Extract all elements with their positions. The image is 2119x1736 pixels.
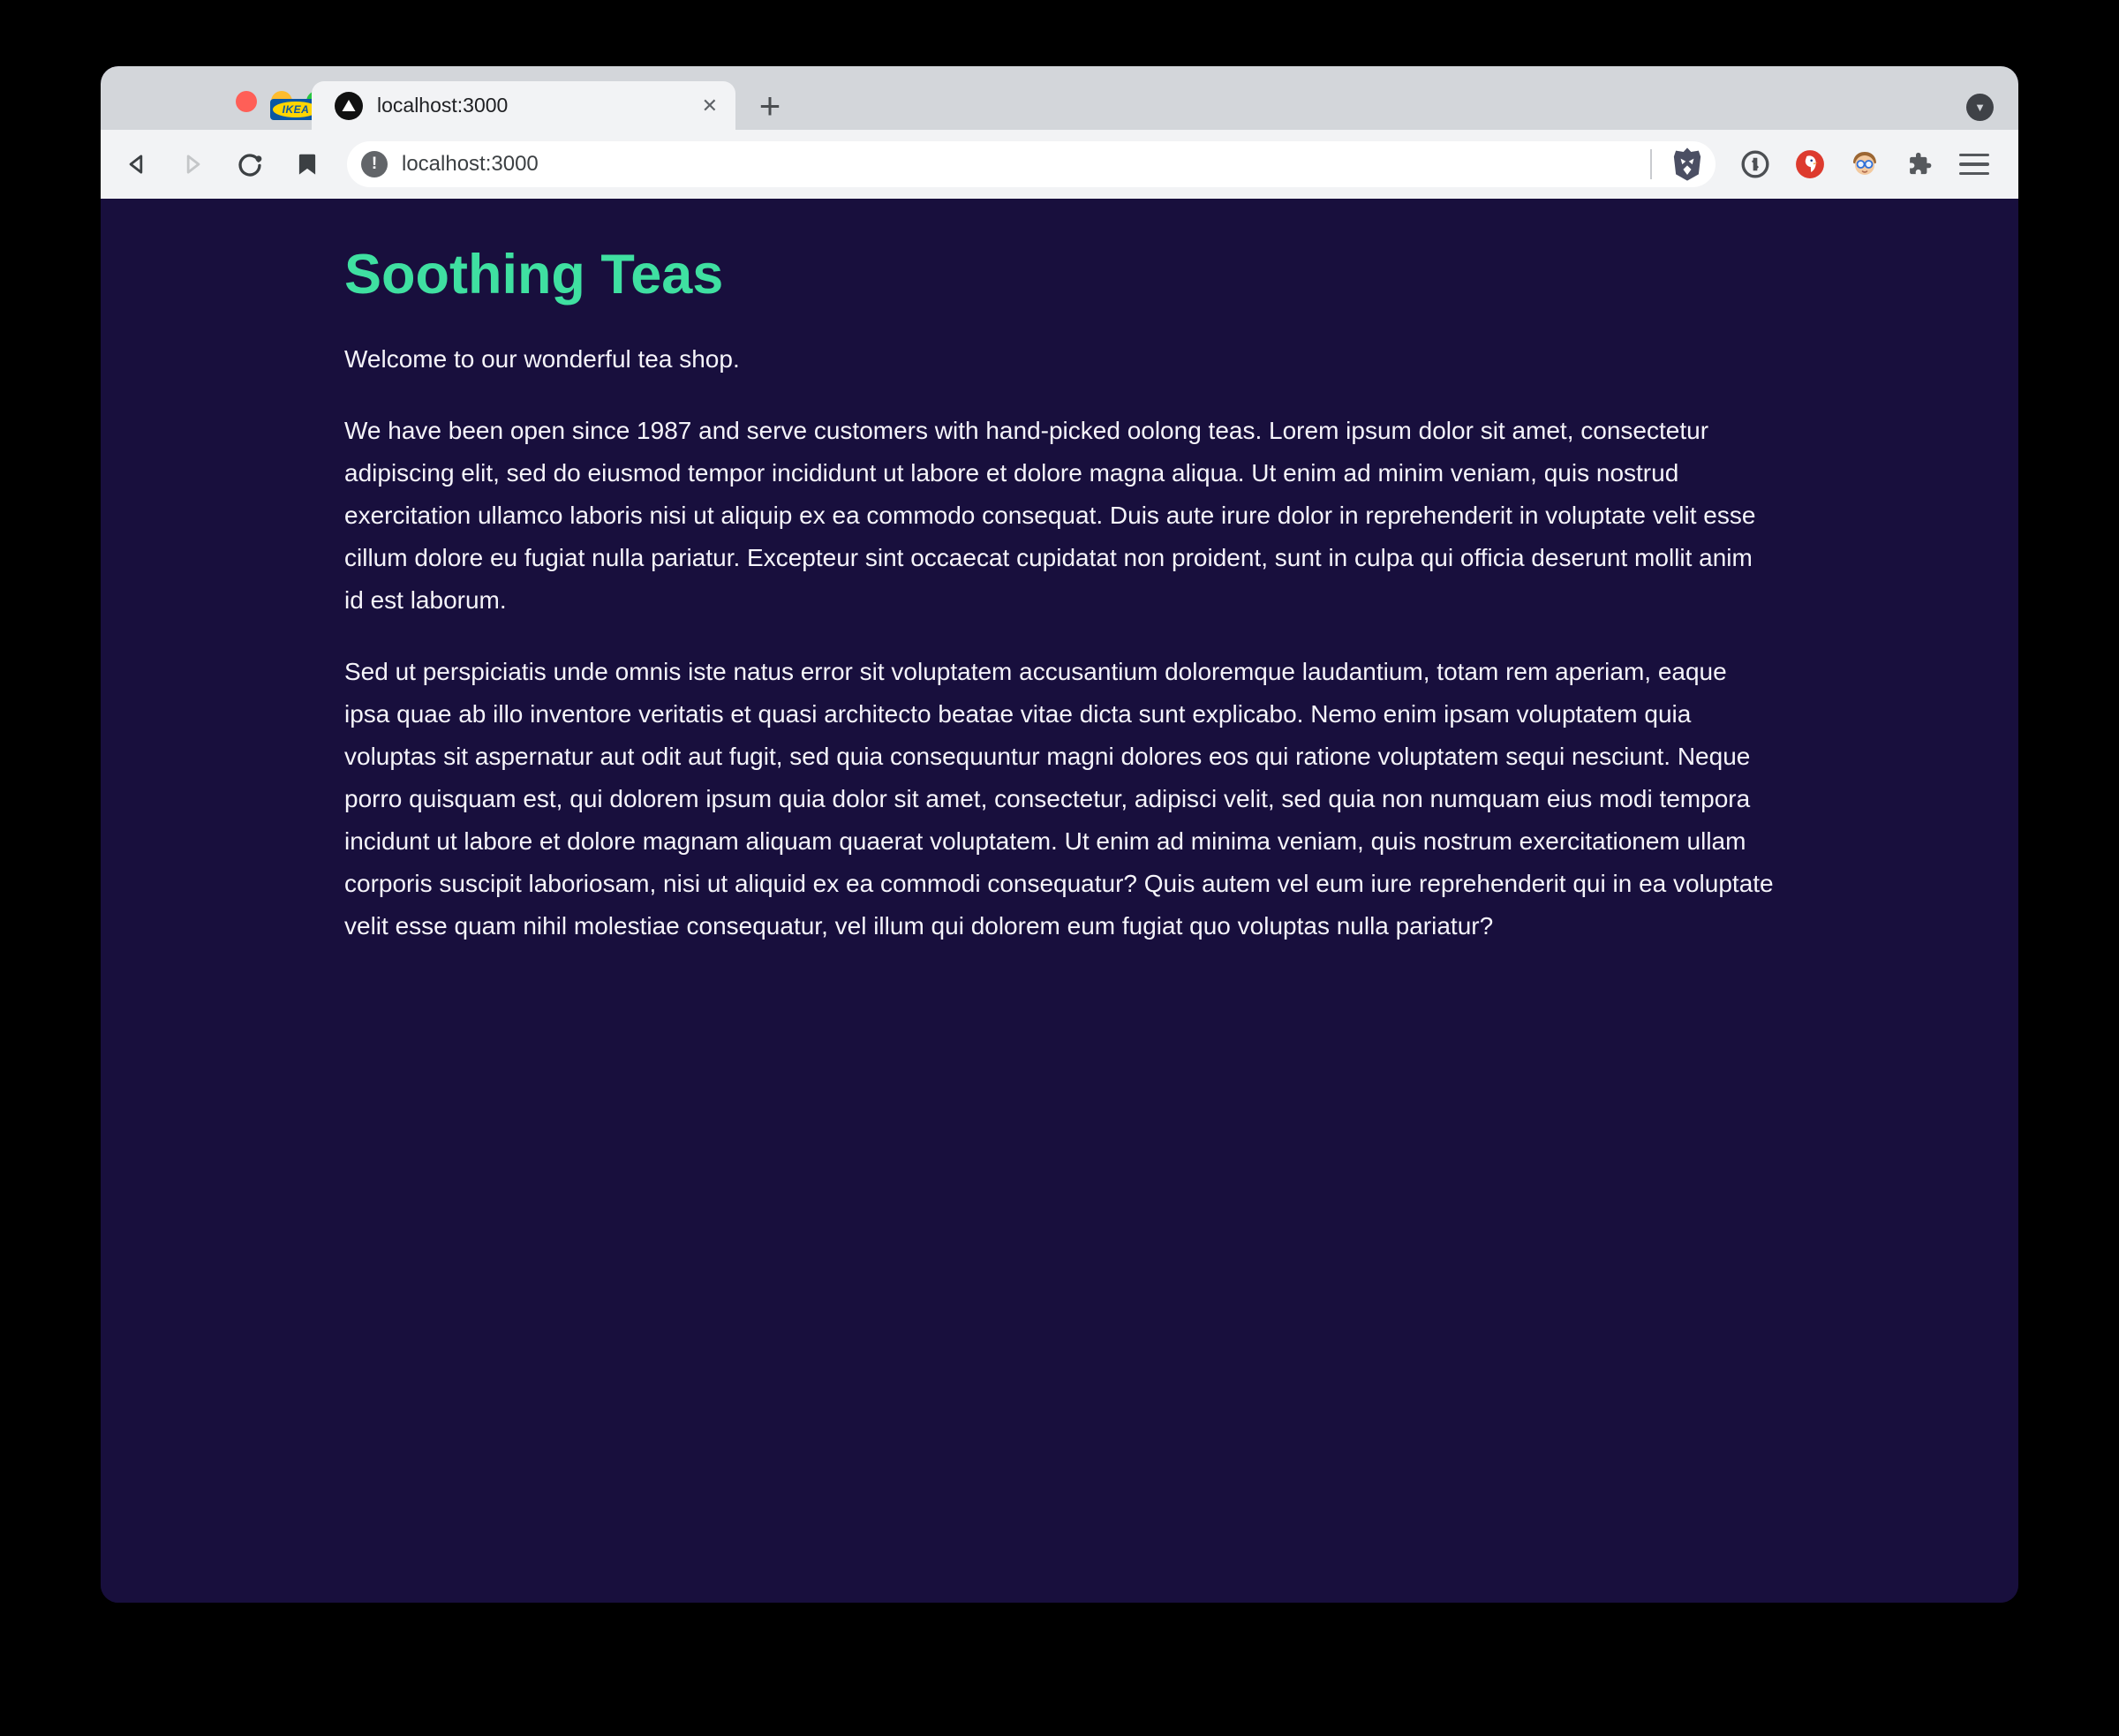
onepassword-extension-button[interactable] [1740, 149, 1770, 179]
tab-close-icon[interactable]: ✕ [701, 94, 718, 117]
tab-title: localhost:3000 [377, 94, 509, 117]
duckduckgo-extension-button[interactable] [1795, 149, 1825, 179]
intro-text: Welcome to our wonderful tea shop. [344, 345, 740, 373]
duckduckgo-icon [1795, 149, 1825, 179]
ikea-badge-label: IKEA [282, 103, 310, 116]
hamburger-icon [1959, 154, 1989, 157]
address-bar-divider [1650, 149, 1652, 179]
browser-toolbar [101, 130, 2018, 199]
close-window-button[interactable] [236, 91, 257, 112]
bookmark-button[interactable] [292, 149, 322, 179]
paragraph-2: Sed ut perspiciatis unde omnis iste natus error sit voluptatem accusantium doloremque laudantium, totam rem aperiam, eaque ipsa quae ab illo inventore veritatis et quasi architecto beatae vitae dicta sunt explicabo. Nemo enim ipsam voluptatem quia voluptas sit aspernatur aut odit aut fugit, sed quia consequuntur magni dolores eos qui ratione voluptatem sequi nesciunt. Neque porro quisquam est, qui dolorem ipsum quia dolor sit amet, consectetur, adipisci velit, sed quia non numquam eius modi tempora incidunt ut labore et dolore magnam aliquam quaerat voluptatem. Ut enim ad minima veniam, quis nostrum exercitationem ullam corporis suscipit laboriosam, nisi ut aliquid ex ea commodi consequatur? Quis autem vel eum iure reprehenderit qui in ea voluptate velit esse quam nihil molestiae consequatur, vel illum qui dolorem eum fugiat quo voluptas nulla pariatur? [344, 658, 1774, 940]
menu-button[interactable] [1959, 149, 1989, 179]
avatar-person-glasses-icon [1851, 150, 1879, 178]
site-info-icon[interactable] [361, 151, 388, 177]
tab-strip [101, 66, 2018, 130]
extensions-menu-button[interactable] [1904, 149, 1934, 179]
back-arrow-icon [124, 151, 150, 177]
back-button[interactable] [122, 149, 152, 179]
vercel-favicon-icon [335, 92, 363, 120]
forward-button[interactable] [177, 149, 207, 179]
tab-search-button[interactable] [1966, 94, 1994, 121]
page-content [344, 243, 1775, 947]
tab-localhost[interactable] [312, 81, 735, 130]
chevron-down-icon: ▼ [1974, 101, 1986, 114]
page-title: Soothing Teas [344, 244, 724, 306]
info-glyph: ! [371, 155, 378, 173]
brave-shields-icon[interactable] [1671, 147, 1703, 182]
bookmark-icon [296, 151, 319, 177]
forward-arrow-icon [179, 151, 206, 177]
extension-icons [1728, 149, 2002, 179]
new-tab-button[interactable]: + [758, 85, 781, 126]
onepassword-icon [1740, 149, 1770, 179]
puzzle-piece-icon [1906, 151, 1933, 177]
reload-button[interactable] [235, 149, 265, 179]
paragraph-1: We have been open since 1987 and serve customers with hand-picked oolong teas. Lorem ipsum dolor sit amet, consectetur adipiscing elit, sed do eiusmod tempor incididunt ut labore et dolore magna aliqua. Ut enim ad minim veniam, quis nostrud exercitation ullamco laboris nisi ut aliquip ex ea commodo consequat. Duis aute irure dolor in reprehenderit in voluptate velit esse cillum dolore eu fugiat nulla pariatur. Excepteur sint occaecat cupidatat non proident, sunt in culpa qui officia deserunt mollit anim id est laborum. [344, 417, 1756, 614]
reload-icon [236, 150, 264, 178]
profile-avatar-button[interactable] [1850, 149, 1880, 179]
browser-window [101, 66, 2018, 1603]
url-text: localhost:3000 [402, 152, 539, 176]
address-bar[interactable] [347, 141, 1716, 187]
page-viewport [101, 199, 2018, 1603]
